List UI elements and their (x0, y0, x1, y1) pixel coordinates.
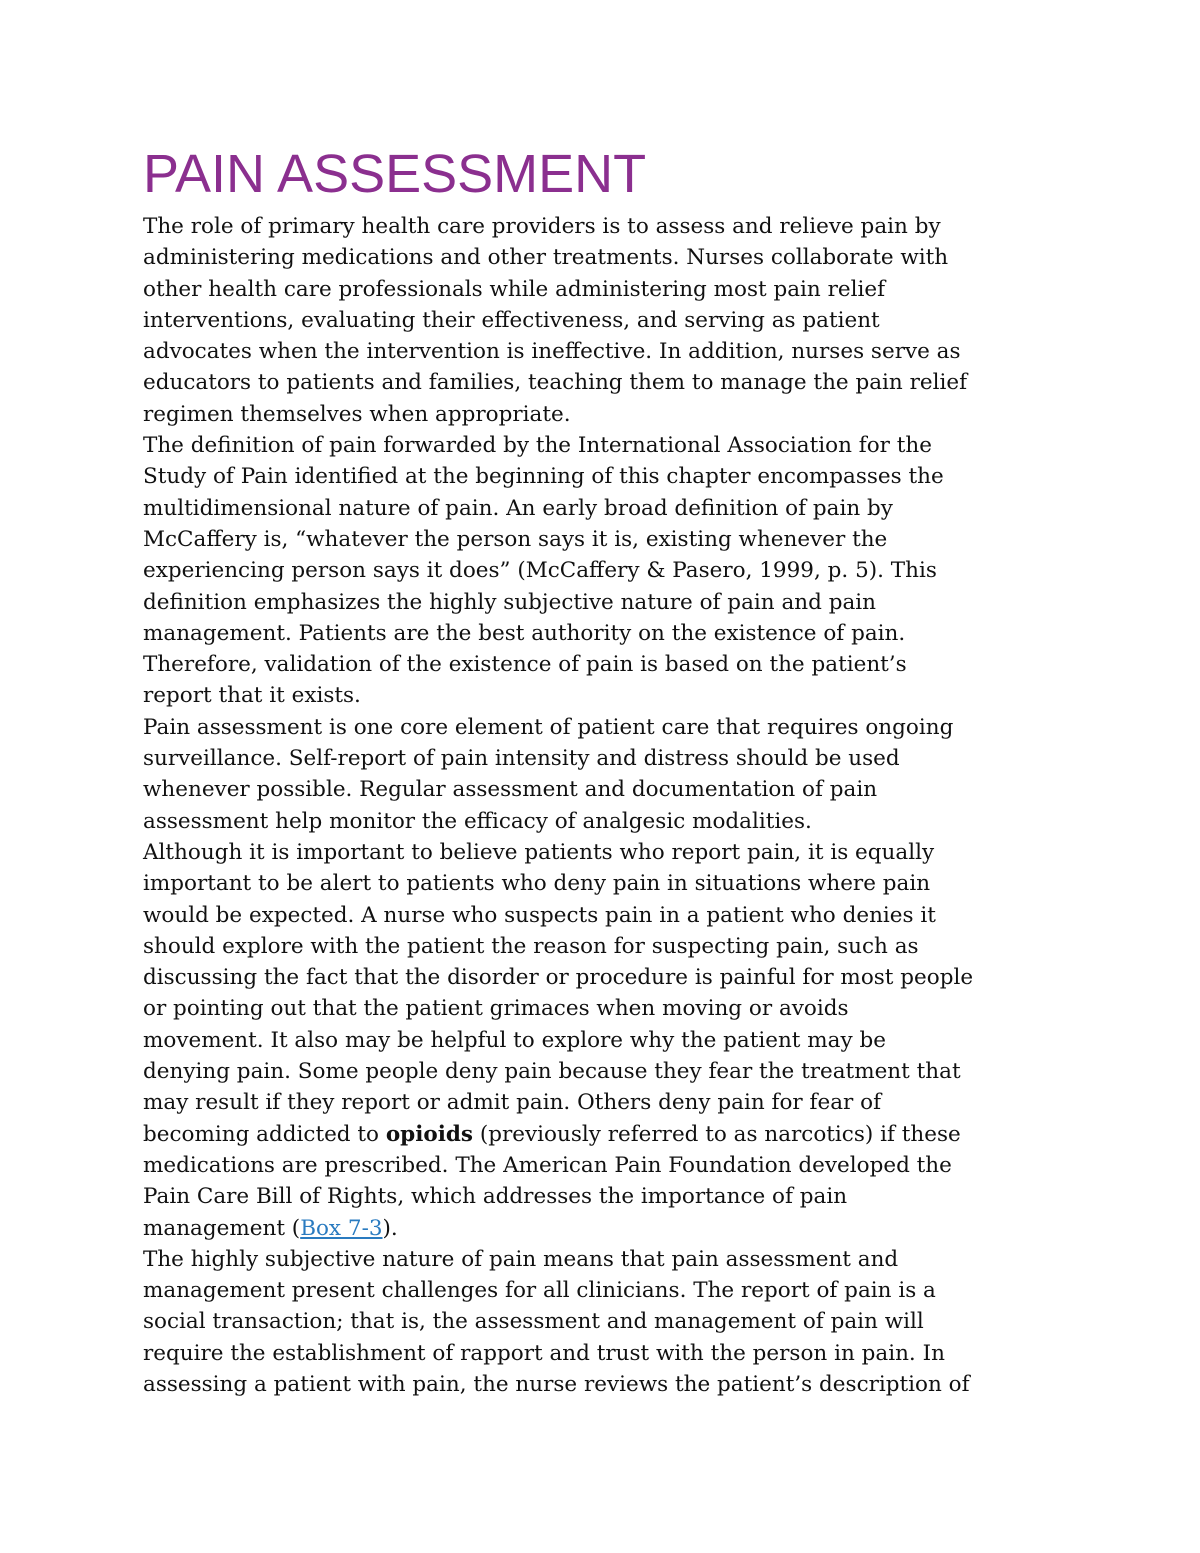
page-title: PAIN ASSESSMENT (143, 144, 647, 204)
text-line: Although it is important to believe patients who report pain, it is equally (143, 839, 935, 865)
text-line: whenever possible. Regular assessment and documentation of pain (143, 777, 878, 803)
text-segment: ). (382, 1215, 398, 1241)
bold-term-opioids: opioids (385, 1121, 474, 1147)
text-line: or pointing out that the patient grimaces when moving or avoids (143, 996, 849, 1022)
text-line: The highly subjective nature of pain means that pain assessment and (143, 1246, 899, 1272)
text-line: other health care professionals while administering most pain relief (143, 276, 886, 302)
text-line: require the establishment of rapport and trust with the person in pain. In (143, 1340, 945, 1366)
text-line: regimen themselves when appropriate. (143, 401, 571, 427)
text-line: McCaffery is, “whatever the person says it is, existing whenever the (143, 526, 888, 552)
text-line: The role of primary health care providers is to assess and relieve pain by (143, 214, 941, 239)
text-segment: becoming addicted to (143, 1121, 386, 1147)
text-line: social transaction; that is, the assessment and management of pain will (143, 1309, 924, 1335)
text-line: denying pain. Some people deny pain because they fear the treatment that (143, 1059, 961, 1085)
text-line: surveillance. Self-report of pain intensity and distress should be used (143, 746, 900, 772)
text-line: management present challenges for all clinicians. The report of pain is a (143, 1278, 936, 1304)
text-line: assessment help monitor the efficacy of analgesic modalities. (143, 808, 812, 834)
text-line: Pain Care Bill of Rights, which addresses the importance of pain (143, 1184, 848, 1210)
text-line: interventions, evaluating their effectiveness, and serving as patient (143, 307, 880, 333)
text-line: Therefore, validation of the existence of pain is based on the patient’s (143, 652, 907, 678)
text-line-opioids (143, 1119, 1058, 1150)
text-line: movement. It also may be helpful to explore why the patient may be (143, 1027, 886, 1053)
text-line: educators to patients and families, teaching them to manage the pain relief (143, 370, 968, 396)
text-line: management. Patients are the best authority on the existence of pain. (143, 620, 906, 646)
text-line: administering medications and other treatments. Nurses collaborate with (143, 245, 949, 271)
text-line: medications are prescribed. The American Pain Foundation developed the (143, 1152, 952, 1178)
text-line: report that it exists. (143, 683, 361, 709)
text-line: advocates when the intervention is ineffective. In addition, nurses serve as (143, 339, 961, 365)
text-line: should explore with the patient the reason for suspecting pain, such as (143, 933, 919, 959)
text-line: Study of Pain identified at the beginning of this chapter encompasses the (143, 464, 944, 490)
text-line: may result if they report or admit pain. Others deny pain for fear of (143, 1090, 882, 1116)
text-line: multidimensional nature of pain. An early broad definition of pain by (143, 495, 893, 521)
text-line: would be expected. A nurse who suspects pain in a patient who denies it (143, 902, 936, 928)
text-line: experiencing person says it does” (McCaffery & Pasero, 1999, p. 5). This (143, 558, 937, 584)
text-line: The definition of pain forwarded by the International Association for the (143, 433, 932, 459)
text-line-box-ref (143, 1213, 1058, 1244)
text-segment: management ( (143, 1215, 301, 1241)
text-line: definition emphasizes the highly subjective nature of pain and pain (143, 589, 877, 615)
document-body (143, 211, 1058, 1400)
text-line: assessing a patient with pain, the nurse reviews the patient’s description of (143, 1371, 970, 1397)
text-line: Pain assessment is one core element of patient care that requires ongoing (143, 714, 954, 740)
box-7-3-link[interactable]: Box 7-3 (300, 1215, 383, 1241)
text-line: important to be alert to patients who deny pain in situations where pain (143, 871, 931, 897)
text-line: discussing the fact that the disorder or procedure is painful for most people (143, 965, 974, 991)
text-segment: (previously referred to as narcotics) if these (473, 1121, 961, 1147)
